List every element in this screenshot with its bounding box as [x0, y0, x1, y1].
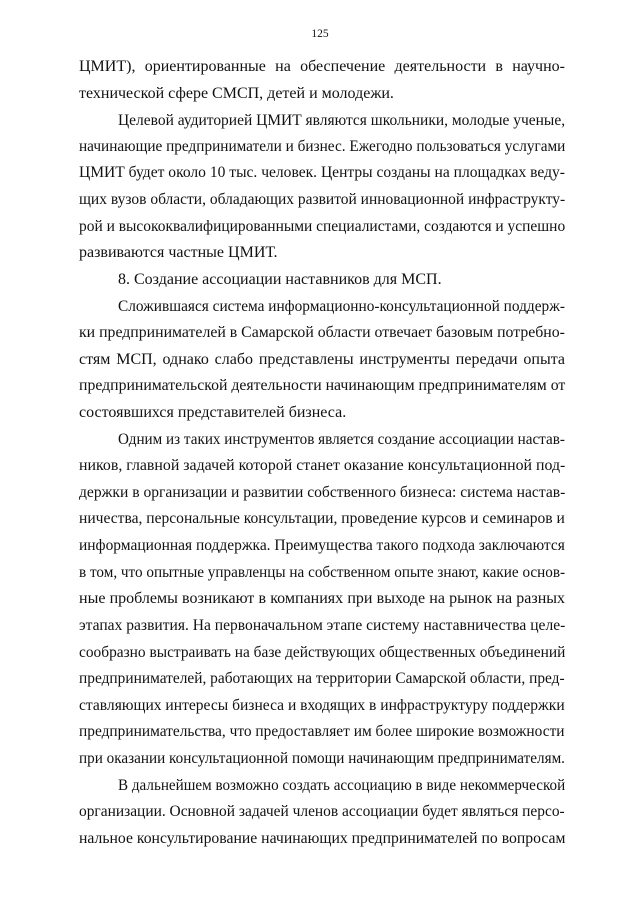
- text-line: предпринимательской деятельности начинающим предпринимателям от: [79, 377, 566, 394]
- text-line: В дальнейшем возможно создать ассоциацию в виде некоммерческой: [118, 777, 566, 794]
- text-line: развиваются частные ЦМИТ.: [79, 244, 278, 261]
- text-line: предпринимателей, работающих на территории Самарской области, пред-: [79, 670, 565, 687]
- section-heading: 8. Создание ассоциации наставников для МСП.: [118, 271, 442, 288]
- text-line: этапах развития. На первоначальном этапе систему наставничества целе-: [79, 617, 566, 634]
- text-line: при оказании консультационной помощи начинающим предпринимателям.: [79, 750, 565, 767]
- text-line: ЦМИТ), ориентированные на обеспечение деятельности в научно-: [79, 58, 565, 75]
- text-line: щих вузов области, обладающих развитой инновационной инфраструкту-: [79, 191, 566, 208]
- text-line: ные проблемы возникают в компаниях при выходе на рынок на разных: [79, 590, 565, 607]
- page-number: 125: [311, 28, 329, 40]
- text-line: Сложившаяся система информационно-консультационной поддерж-: [118, 298, 565, 315]
- text-line: сообразно выстраивать на базе действующих общественных объединений: [79, 644, 566, 661]
- text-line: ников, главной задачей которой станет оказание консультационной под-: [79, 457, 566, 474]
- text-line: начинающие предприниматели и бизнес. Ежегодно пользоваться услугами: [79, 138, 566, 155]
- text-line: технической сфере СМСП, детей и молодежи.: [79, 85, 394, 102]
- text-line: ЦМИТ будет около 10 тыс. человек. Центры созданы на площадках веду-: [79, 164, 565, 181]
- text-line: рой и высококвалифицированными специалистами, создаются и успешно: [79, 218, 566, 235]
- text-line: состоявшихся представителей бизнеса.: [79, 404, 347, 421]
- text-line: предпринимательства, что предоставляет им более широкие возможности: [79, 723, 565, 740]
- text-line: в том, что опытные управленцы на собственном опыте знают, какие основ-: [79, 564, 566, 581]
- text-line: организации. Основной задачей членов ассоциации будет являться персо-: [79, 803, 565, 820]
- text-line: стям МСП, однако слабо представлены инструменты передачи опыта: [79, 351, 565, 368]
- text-line: держки в организации и развитии собственного бизнеса: система настав-: [79, 484, 566, 501]
- text-line: Целевой аудиторией ЦМИТ являются школьники, молодые ученые,: [118, 112, 566, 129]
- text-line: информационная поддержка. Преимущества такого подхода заключаются: [79, 537, 565, 554]
- text-line: Одним из таких инструментов является создание ассоциации настав-: [118, 431, 565, 448]
- text-line: ставляющих интересы бизнеса и входящих в инфраструктуру поддержки: [79, 697, 565, 714]
- text-line: нальное консультирование начинающих предпринимателей по вопросам: [79, 830, 566, 847]
- text-line: ки предпринимателей в Самарской области отвечает базовым потребно-: [79, 324, 565, 341]
- text-line: ничества, персональные консультации, проведение курсов и семинаров и: [79, 510, 565, 527]
